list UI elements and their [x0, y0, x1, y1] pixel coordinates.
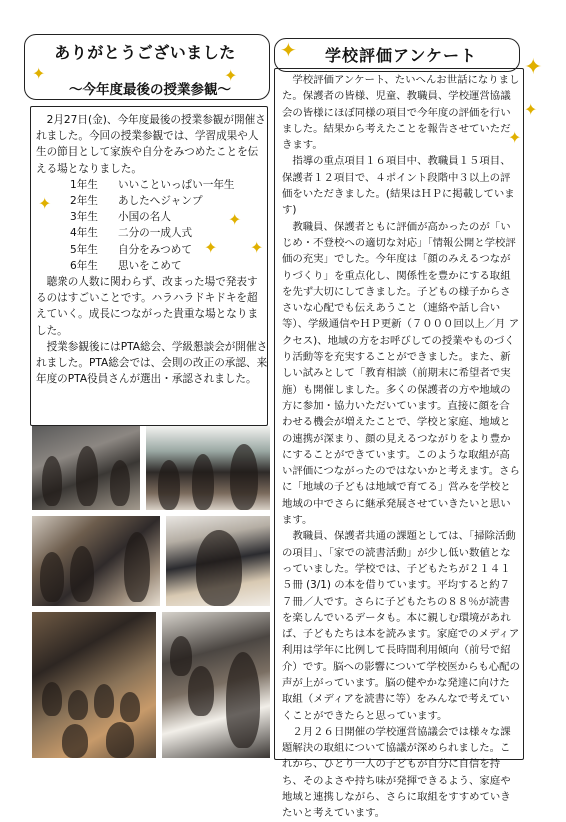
body-text-right	[282, 72, 520, 822]
photo-students-standing	[146, 426, 270, 510]
paragraph-5-right: ２月２６日開催の学校運営協議会では様々な課題解決の取組について協議が深められました。これから、ひとり一人の子どもが自分に自信を持ち、そのよさや持ち味が発揮できるよう、家庭や地域と連携しながら、さらに取組をすすめていきたいと考えています。	[282, 725, 511, 820]
paragraph-2-right: 指導の重点項目１６項目中、教職員１５項目、保護者１２項目で、４ポイント段階中３以上の評価をいただきました。(結果はＨＰに掲載しています)	[282, 155, 515, 217]
photo-gym-children	[32, 612, 156, 758]
photo-meeting-table	[162, 612, 270, 758]
star-icon: ✦	[228, 210, 242, 229]
paragraph-1-right: 学校評価アンケート、たいへんお世話になりました。保護者の皆様、児童、教職員、学校運営協議会の皆様にほぼ同様の項目で今年度の評価を行いました。結果から考えたことを報告させていただきます。	[282, 74, 520, 152]
star-icon: ✦	[32, 64, 46, 83]
star-icon: ✦	[524, 55, 543, 80]
grade-item: 1年生 いいこといっぱい一年生	[70, 178, 235, 191]
paragraph-4-right: 教職員、保護者共通の課題としては、「掃除活動の項目」、「家での読書活動」が少し低い数値となっていました。学校では、子どもたちが２１４１５冊 (3/1) の本を借りています。平均すると約７７冊／人です。さらに子どもたちの８８％が読書を楽しんでいるデータも。本に親しむ環境があれば、子どもたちは本を読みます。家庭でのメディア利用は学年に比例して長時間利用傾向（前号で紹介）です。脳への影響について学校医からも心配の声が上がっています。脳の健やかな発達に向けた取組（メディアを読書に等）をみんなで考えていくことができたらと思っています。	[282, 530, 520, 722]
grade-item: 5年生 自分をみつめて	[70, 243, 192, 256]
paragraph-3-left: 授業参観後にはPTA総会、学級懇談会が開催されました。PTA総会では、会則の改正の承認、来年度のPTA役員さんが選出・承認されました。	[36, 340, 268, 386]
photo-child-speaking	[166, 516, 270, 606]
star-icon: ✦	[524, 100, 538, 119]
intro-paragraph: 2月27日(金)、今年度最後の授業参観が開催されました。今回の授業参観では、学習成果や人生の節目として家族や自分をみつめたことを伝える場となりました。	[36, 114, 266, 175]
grade-item: 6年生 思いをこめて	[70, 259, 182, 272]
article-title-left: ありがとうございました	[54, 43, 236, 62]
star-icon: ✦	[508, 128, 522, 147]
body-text-left	[36, 112, 268, 387]
star-icon: ✦	[224, 66, 238, 85]
article-title-right: 学校評価アンケート	[324, 46, 478, 65]
grade-item: 3年生 小国の名人	[70, 211, 171, 224]
article-subtitle-left: ～今年度最後の授業参観～	[69, 82, 231, 98]
grade-item: 4年生 二分の一成人式	[70, 227, 193, 240]
photo-class-presentation	[32, 426, 140, 510]
grade-item: 2年生 あしたへジャンプ	[70, 195, 203, 208]
star-icon: ✦	[280, 38, 297, 62]
photo-parents-audience	[32, 516, 160, 606]
star-icon: ✦	[250, 238, 264, 257]
paragraph-3-right: 教職員、保護者ともに評価が高かったのが「いじめ・不登校への適切な対応」「情報公開と学校評価の充実」でした。今年度は「顔のみえるつながりづくり」を重点化し、関係性を豊かにする取組を先ず大切にしてきました。子どもの様子からささいな心配でも伝えあうこと（連絡や話し合い等）、学級通信やＨＰ更新（７０００回以上／月 アクセス)、地域の方をお呼びしての授業やものづくり活動等を充実することができました。また、新しい試みとして「教育相談（前期末に希望者で実施）も開催しました。多くの保護者の方や地域の方に参加・協力いただいています。直接に顔を合わせる機会が増えたことで、学校と家庭、地域との連携が深まり、顔の見えるつながりをより豊かにすることができています。このような取組が高い評価につながったのではないかと考えます。さらに「地域の子どもは地域で育てる」営みを学校と地域の中でさらに継承発展させていきたいと思います。	[282, 220, 520, 527]
paragraph-2-left: 聴衆の人数に関わらず、改まった場で発表するのはすごいことです。ハラハラドキドキを超えていく。成長につながった貴重な場となりました。	[36, 276, 259, 337]
star-icon: ✦	[38, 194, 52, 213]
star-icon: ✦	[204, 238, 218, 257]
